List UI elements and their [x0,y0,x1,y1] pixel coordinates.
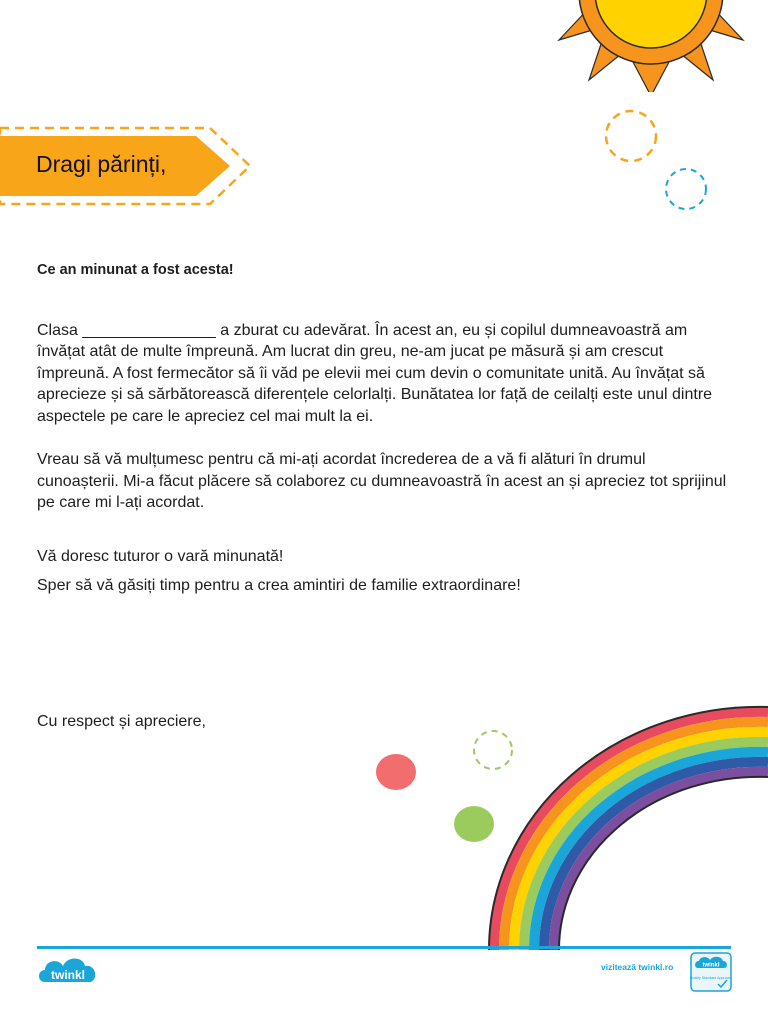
badge-title: twinkl [702,962,720,969]
sun-icon [538,0,768,92]
paragraph-3: Vă doresc tuturor o vară minunată! [37,547,284,565]
paragraph-2: Vreau să vă mulțumesc pentru că mi-ați acordat încrederea de a vă fi alături în drumul cunoașterii. Mi-a făcut plăcere să colaborez cu dumneavoastră în acest an și apreciez tot sprijinul pe care mi l-ați acordat. [37,451,727,511]
badge-subtitle: Quality Standard Approved [690,976,732,980]
letter-heading: Ce an minunat a fost acesta! [37,262,234,278]
paragraph-4: Sper să vă găsiți timp pentru a crea amintiri de familie extraordinare! [37,577,521,594]
rainbow-icon [486,700,768,950]
signoff: Cu respect și apreciere, [37,713,206,730]
twinkl-logo-icon[interactable] [37,952,99,990]
logo-text: twinkl [50,968,86,982]
paragraph-1: Clasa _______________ a zburat cu adevărat. În acest an, eu și copilul dumneavoastră am învățat atât de multe împreună. Am lucrat din greu, ne-am jucat pe măsură și am crescut împreună. A fost fermecător să îi văd pe elevii mei cum devin o comunitate unită. Au învățat să aprecieze și să sărbătorească diferențele celorlalți. Bunătatea lor față de ceilalți este unul dintre aspectele pe care le apreciez cel mai mult la ei. [37,321,713,425]
footer-divider [37,946,731,949]
dashed-circle-blue-icon [662,166,710,212]
dashed-circle-orange-icon [603,108,659,164]
visit-link[interactable]: vizitează twinkl.ro [601,962,674,972]
letter-body [37,260,727,597]
banner-title: Dragi părinți, [36,151,167,177]
circle-red-icon [374,752,418,792]
quality-badge-icon [690,952,732,992]
